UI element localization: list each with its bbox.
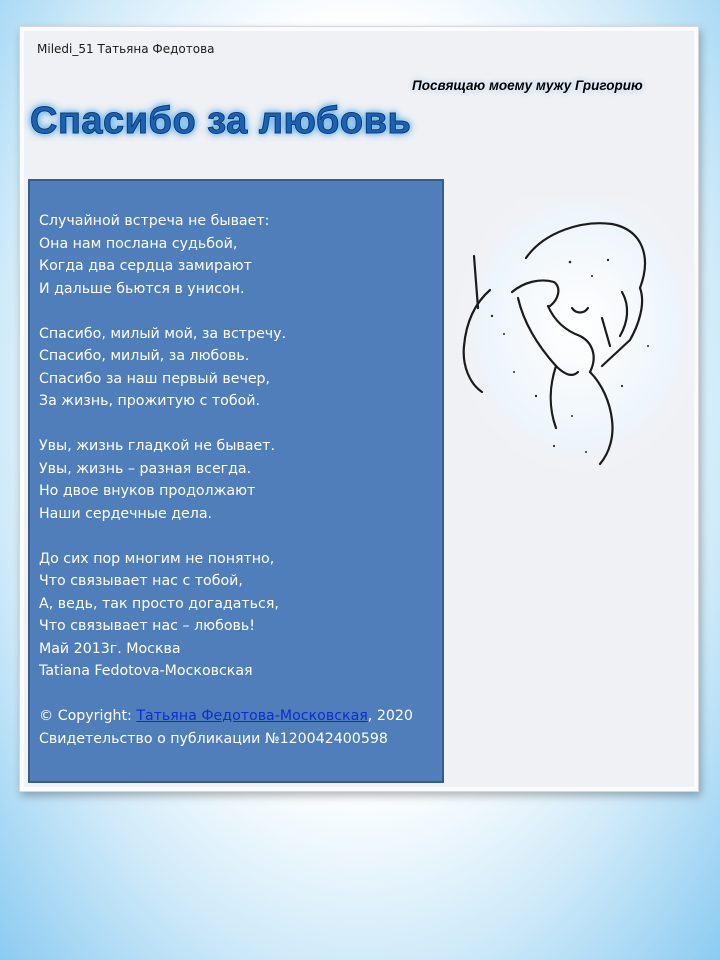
poem-line: Но двое внуков продолжают [39,483,256,499]
poem-line: За жизнь, прожитую с тобой. [39,393,260,409]
portrait-glow [452,196,696,486]
poem-line: А, ведь, так просто догадаться, [39,595,279,612]
poem-line: До сих пор многим не понятно, [39,550,275,567]
stanza-2 [39,323,442,413]
poem-line: Увы, жизнь гладкой не бывает. [39,438,275,454]
poem-line: Спасибо за наш первый вечер, [39,370,271,387]
portrait-sketch-image [452,196,696,486]
poem-line: Увы, жизнь – разная всегда. [39,460,252,477]
date-place: Май 2013г. Москва [39,640,181,657]
poem-box [28,179,444,783]
poem-line: И дальше бьются в унисон. [39,280,245,297]
author-name: Miledi_51 Татьяна Федотова [37,42,215,56]
dedication: Посвящаю моему мужу Григорию [412,78,643,93]
page-title: Спасибо за любовь [30,100,412,142]
stanza-3 [39,435,442,525]
stanza-4 [39,548,442,683]
copyright-year: , 2020 [367,708,413,724]
poem-line: Наши сердечные дела. [39,505,213,522]
copyright-block [39,705,442,750]
certificate-line: Свидетельство о публикации №120042400598 [39,730,388,747]
copyright-prefix: © Copyright: [39,708,137,724]
poem-line: Что связывает нас с тобой, [39,573,243,589]
author-link[interactable]: Татьяна Федотова-Московская [136,708,368,724]
poem-line: Случайной встреча не бывает: [39,213,270,229]
stanza-1 [39,210,442,300]
poem-line: Спасибо, милый, за любовь. [39,348,250,364]
poem-line: Что связывает нас – любовь! [39,618,255,634]
poem-line: Она нам послана судьбой, [39,235,238,252]
poem-line: Спасибо, милый мой, за встречу. [39,325,287,342]
poem-line: Когда два сердца замирают [39,258,252,274]
signature: Tatiana Fedotova-Московская [39,663,253,679]
